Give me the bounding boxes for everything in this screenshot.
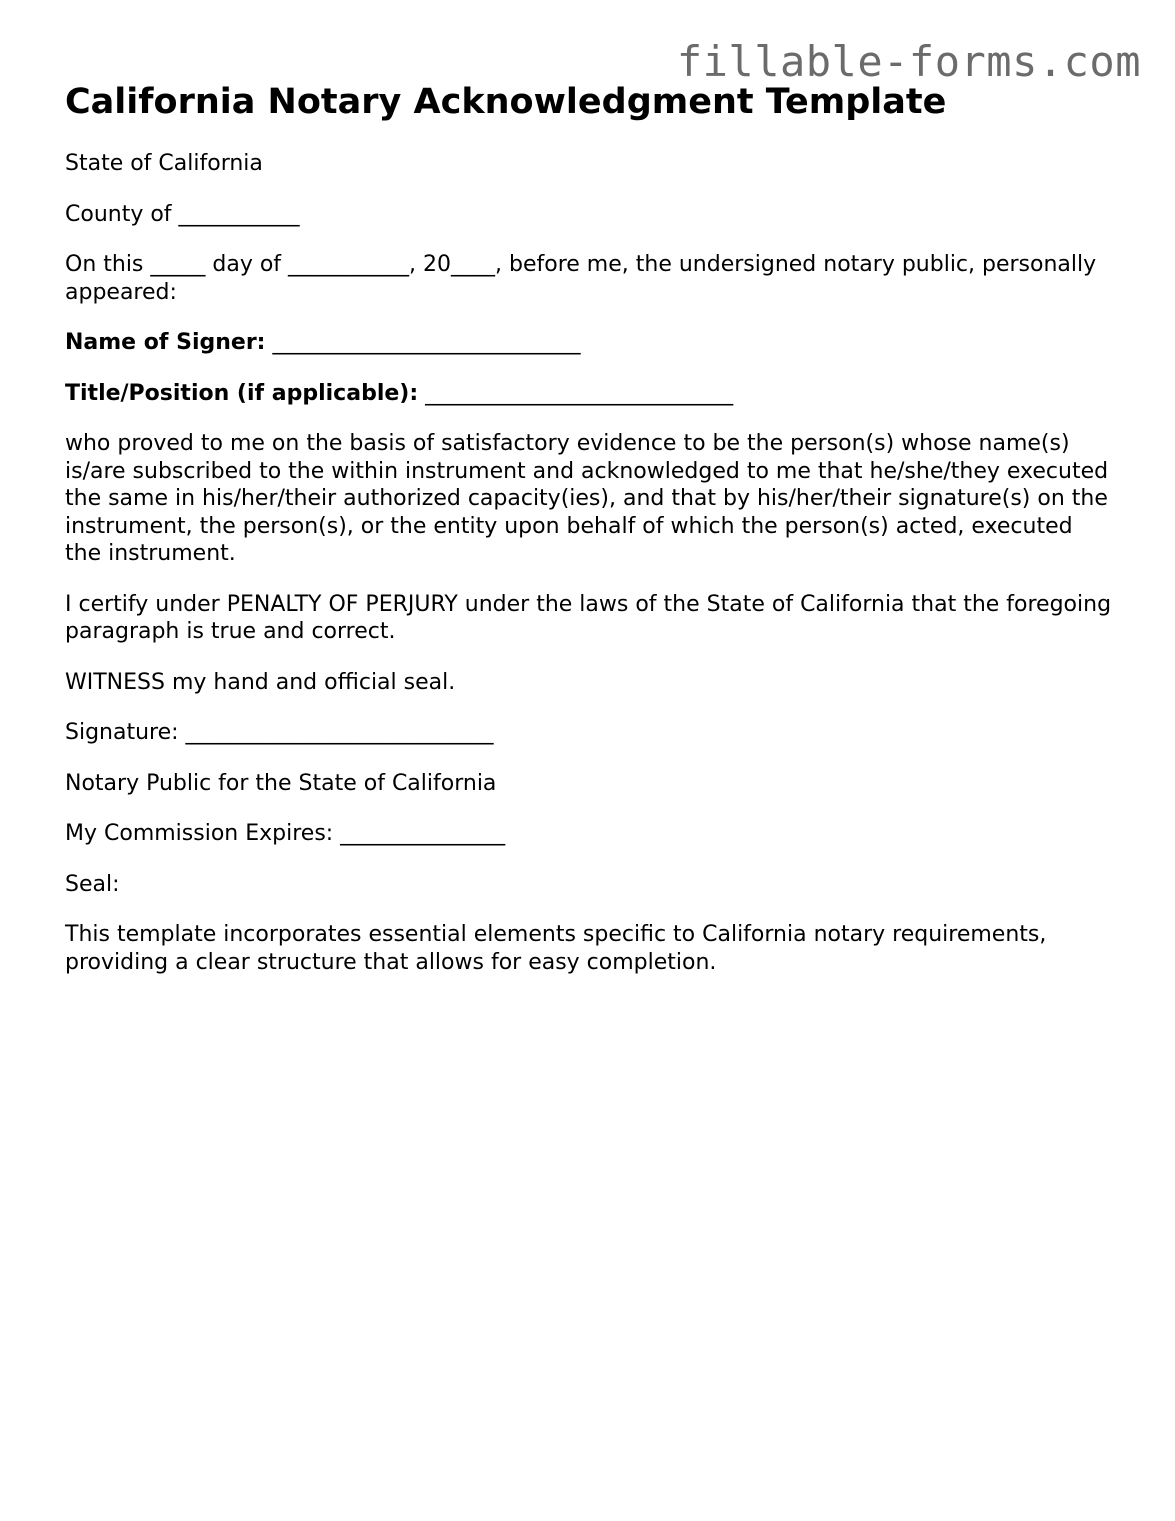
seal-line: Seal: xyxy=(65,871,120,897)
notary-public-line: Notary Public for the State of California xyxy=(65,770,497,796)
title-position-line xyxy=(65,380,1115,408)
signer-name-label: Name of Signer: xyxy=(65,330,266,355)
title-position-label: Title/Position (if applicable): xyxy=(65,380,419,406)
witness-line: WITNESS my hand and official seal. xyxy=(65,669,456,695)
signer-name-line xyxy=(65,329,1115,357)
signer-name-blank: ____________________________ xyxy=(272,330,581,355)
watermark: fillable-forms.com xyxy=(676,37,1141,86)
page-title: California Notary Acknowledgment Template xyxy=(65,82,947,122)
commission-expires-line: My Commission Expires: _______________ xyxy=(65,821,506,846)
certify-paragraph: I certify under PENALTY OF PERJURY under the laws of the State of California that the foregoing paragraph is true and correct. xyxy=(65,591,1112,644)
signature-line: Signature: ____________________________ xyxy=(65,720,494,745)
state-line: State of California xyxy=(65,151,263,176)
county-line: County of ___________ xyxy=(65,201,300,227)
date-line: On this _____ day of ___________, 20____, before me, the undersigned notary public, personally appeared: xyxy=(65,252,1097,305)
title-position-blank: ____________________________ xyxy=(425,380,734,406)
closing-paragraph: This template incorporates essential elements specific to California notary requirements, providing a clear structure that allows for easy completion. xyxy=(65,922,1047,975)
evidence-paragraph: who proved to me on the basis of satisfactory evidence to be the person(s) whose name(s) is/are subscribed to the within instrument and acknowledged to me that he/she/they executed the same in his/her/their authorized capacity(ies), and that by his/her/their signature(s) on the instrument, the person(s), or the entity upon behalf of which the person(s) acted, executed the instrument. xyxy=(65,431,1109,566)
document-body xyxy=(65,80,1115,999)
